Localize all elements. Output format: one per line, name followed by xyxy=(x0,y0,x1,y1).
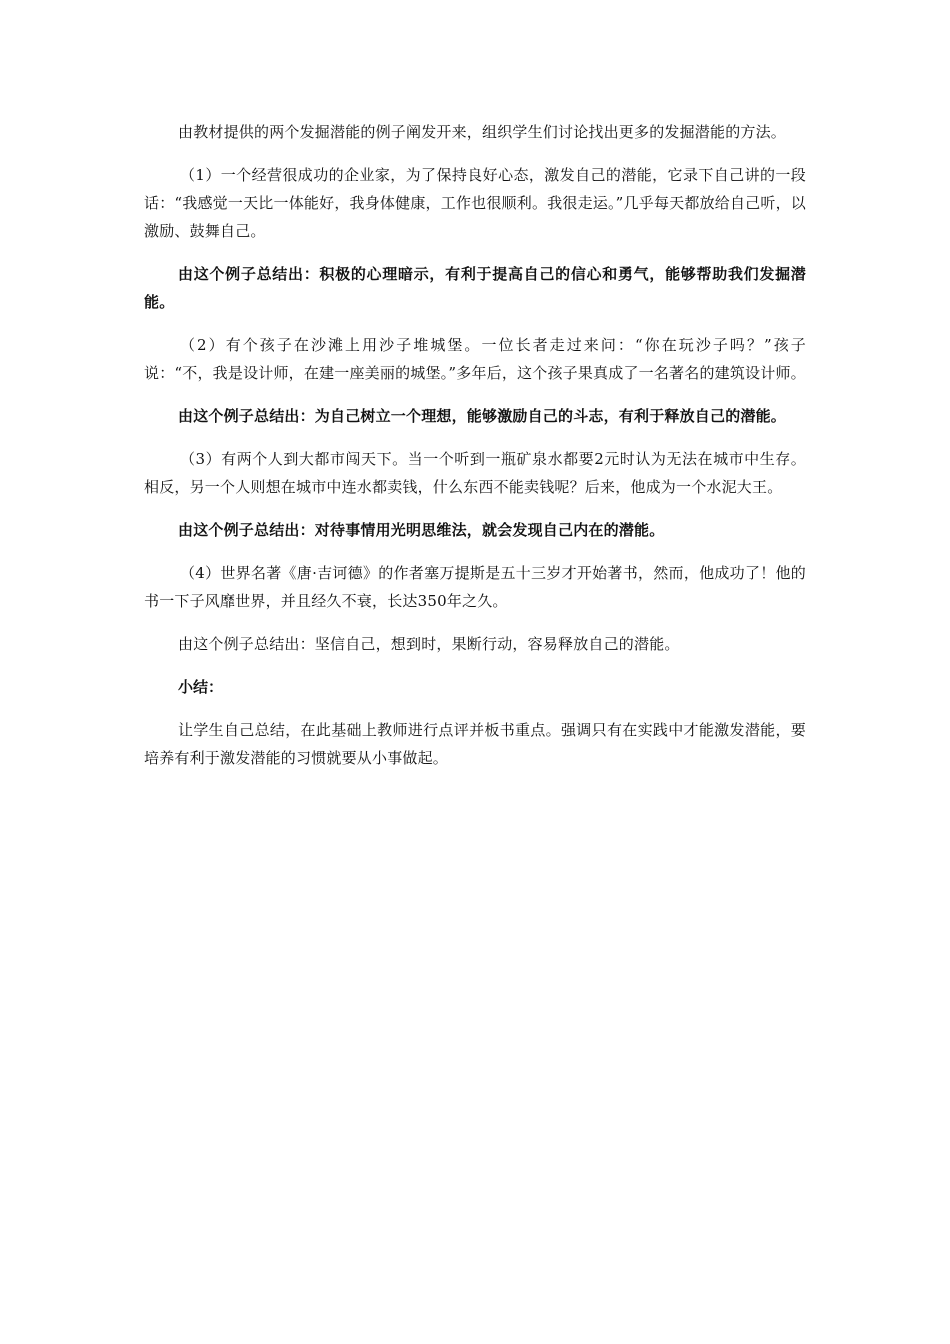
example-2-paragraph: （2）有个孩子在沙滩上用沙子堆城堡。一位长者走过来问：“你在玩沙子吗？”孩子说：“不，我是设计师，在建一座美丽的城堡。”多年后，这个孩子果真成了一名著名的建筑设计师。 xyxy=(144,336,806,382)
example-3-conclusion: 由这个例子总结出：对待事情用光明思维法，就会发现自己内在的潜能。 xyxy=(178,521,665,539)
example-4-conclusion: 由这个例子总结出：坚信自己，想到时，果断行动，容易释放自己的潜能。 xyxy=(178,635,680,653)
example-4-paragraph: （4）世界名著《唐·吉诃德》的作者塞万提斯是五十三岁才开始著书，然而，他成功了！他的书一下子风靡世界，并且经久不衰，长达350年之久。 xyxy=(144,564,806,610)
document-body xyxy=(144,118,806,787)
summary-paragraph: 让学生自己总结，在此基础上教师进行点评并板书重点。强调只有在实践中才能激发潜能，要培养有利于激发潜能的习惯就要从小事做起。 xyxy=(144,721,806,767)
example-1-conclusion: 由这个例子总结出：积极的心理暗示，有利于提高自己的信心和勇气，能够帮助我们发掘潜能。 xyxy=(144,265,806,311)
example-2-conclusion: 由这个例子总结出：为自己树立一个理想，能够激励自己的斗志，有利于释放自己的潜能。 xyxy=(178,407,787,425)
example-1-paragraph: （1）一个经营很成功的企业家，为了保持良好心态，激发自己的潜能，它录下自己讲的一段话：“我感觉一天比一体能好，我身体健康，工作也很顺利。我很走运。”几乎每天都放给自己听，以激励、鼓舞自己。 xyxy=(144,166,806,240)
intro-paragraph: 由教材提供的两个发掘潜能的例子阐发开来，组织学生们讨论找出更多的发掘潜能的方法。 xyxy=(178,123,787,141)
example-3-paragraph: （3）有两个人到大都市闯天下。当一个听到一瓶矿泉水都要2元时认为无法在城市中生存。相反，另一个人则想在城市中连水都卖钱，什么东西不能卖钱呢？后来，他成为一个水泥大王。 xyxy=(144,450,806,496)
summary-heading: 小结： xyxy=(178,678,224,696)
